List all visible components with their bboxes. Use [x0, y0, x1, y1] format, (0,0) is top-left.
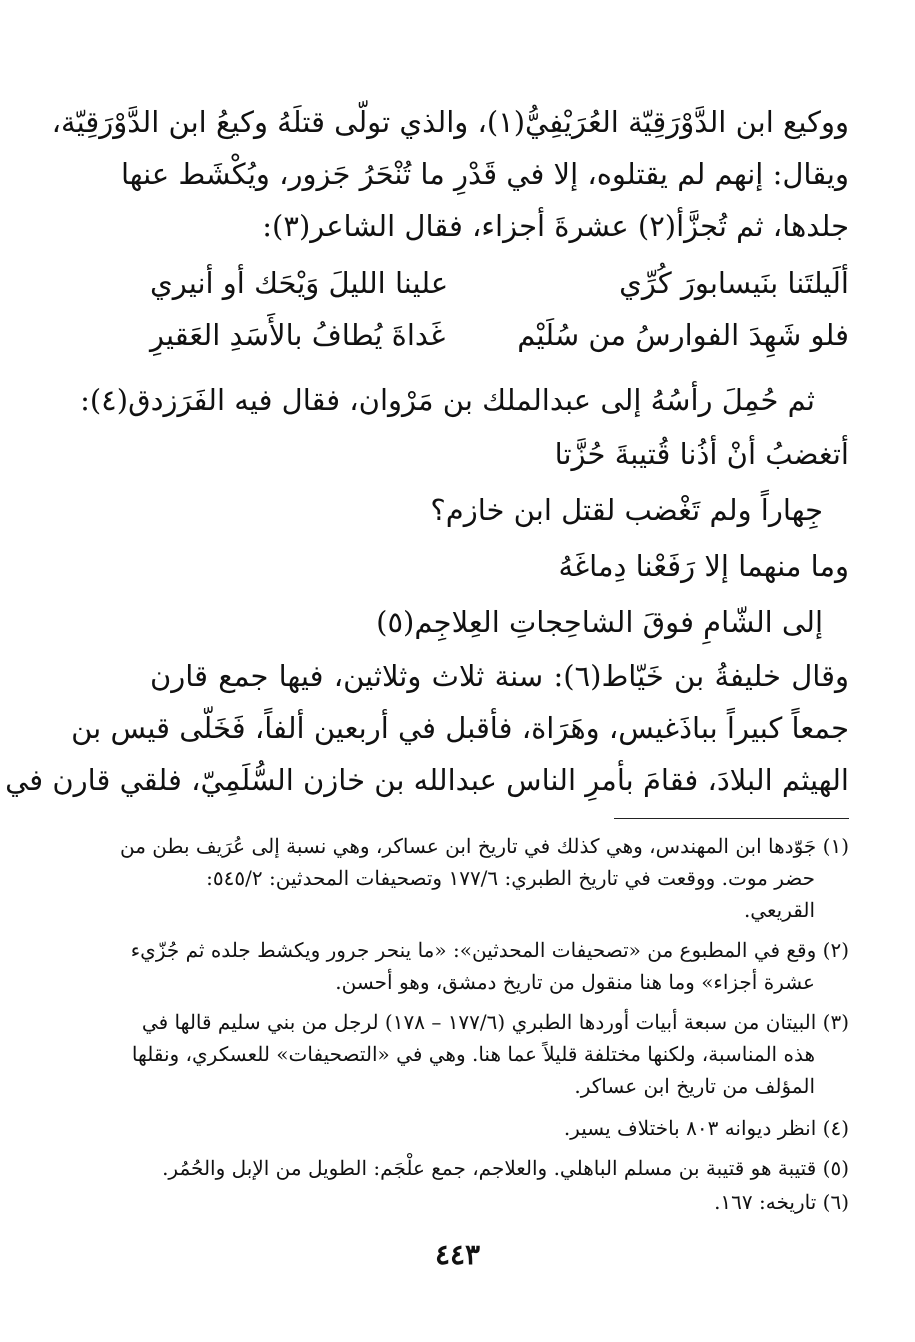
page-number: ٤٤٣ [434, 1238, 481, 1271]
footnote-line: (٦) تاريخه: ١٦٧. [714, 1190, 849, 1214]
footnote-line: (٢) وقع في المطبوع من «تصحيفات المحدثين»: «ما ينحر جرور ويكشط جلده ثم جُزّيء [130, 938, 849, 962]
poem-line: أتغضبُ أنْ أذُنا قُتيبةَ حُزَّتا [554, 437, 849, 471]
footnote-line: (٤) انظر ديوانه ٨٠٣ باختلاف يسير. [563, 1116, 849, 1140]
text-line: وقال خليفةُ بن خَيّاط(٦): سنة ثلاث وثلاثين، فيها جمع قارن [150, 659, 850, 693]
text-line: ووكيع ابن الدَّوْرَقِيّة العُرَيْفِيُّ(١)، والذي تولّى قتلَهُ وكيعُ ابن الدَّوْرَقِيّة، [51, 105, 849, 139]
poem-hemistich-left: علينا الليلَ وَيْحَك أو أنيري [150, 266, 449, 300]
footnote-line: القريعي. [743, 898, 815, 922]
footnotes [120, 832, 849, 1222]
footnote-line: (١) جَوّدها ابن المهندس، وهي كذلك في تاريخ ابن عساكر، وهي نسبة إلى عُرَيف بطن من [120, 834, 849, 858]
footnote-line: هذه المناسبة، ولكنها مختلفة قليلاً عما هنا. وهي في «التصحيفات» للعسكري، ونقلها [131, 1042, 815, 1066]
poem-hemistich-left: غَداةَ يُطافُ بالأَسَدِ العَقيرِ [150, 318, 446, 352]
text-line: الهيثم البلادَ، فقامَ بأمرِ الناس عبدالله بن خازن السُّلَمِيّ، فلقي قارن في [5, 763, 849, 797]
poem-line: جِهاراً ولم تَغْضب لقتل ابن خازم؟ [430, 493, 823, 527]
text-line: جمعاً كبيراً بباذَغيس، وهَرَاة، فأقبل في أربعين ألفاً، فَخَلّى قيس بن [71, 711, 849, 745]
poem-line: إلى الشّامِ فوقَ الشاحِجاتِ العِلاجِم(٥) [376, 605, 823, 639]
footnote-line: حضر موت. ووقعت في تاريخ الطبري: ١٧٧/٦ وتصحيفات المحدثين: ٥٤٥/٢: [206, 866, 815, 890]
paragraph-3 [5, 650, 850, 810]
text-line: جلدها، ثم تُجزَّأ(٢) عشرةَ أجزاء، فقال الشاعر(٣): [262, 209, 849, 243]
footnote-line: المؤلف من تاريخ ابن عساكر. [574, 1074, 815, 1098]
text-line: ثم حُمِلَ رأسُهُ إلى عبدالملك بن مَرْوان، فقال فيه الفَرَزدق(٤): [80, 383, 815, 417]
poem-hemistich-right: فلو شَهِدَ الفوارسُ من سُلَيْم [517, 318, 849, 352]
footnote-line: عشرة أجزاء» وما هنا منقول من تاريخ دمشق، وهو أحسن. [335, 970, 815, 994]
poem-line: وما منهما إلا رَفَعْنا دِماغَهُ [558, 549, 849, 583]
text-line: ويقال: إنهم لم يقتلوه، إلا في قَدْرِ ما تُنْحَرُ جَزور، ويُكْشَط عنها [120, 157, 849, 191]
paragraph-1 [51, 96, 849, 256]
paragraph-2 [80, 374, 849, 426]
footnote-line: (٥) قتيبة هو قتيبة بن مسلم الباهلي. والعلاجم، جمع علْجَم: الطويل من الإبل والحُمُر. [162, 1156, 849, 1180]
footnote-divider [614, 818, 849, 819]
poem-verse [150, 266, 849, 314]
poem-1 [150, 266, 849, 376]
poem-verse [150, 318, 849, 366]
poem-2 [150, 428, 849, 648]
poem-hemistich-right: ألَيلتَنا بنَيسابورَ كُرِّي [619, 266, 849, 300]
footnote-line: (٣) البيتان من سبعة أبيات أوردها الطبري (١٧٧/٦ – ١٧٨) لرجل من بني سليم قالها في [141, 1010, 849, 1034]
